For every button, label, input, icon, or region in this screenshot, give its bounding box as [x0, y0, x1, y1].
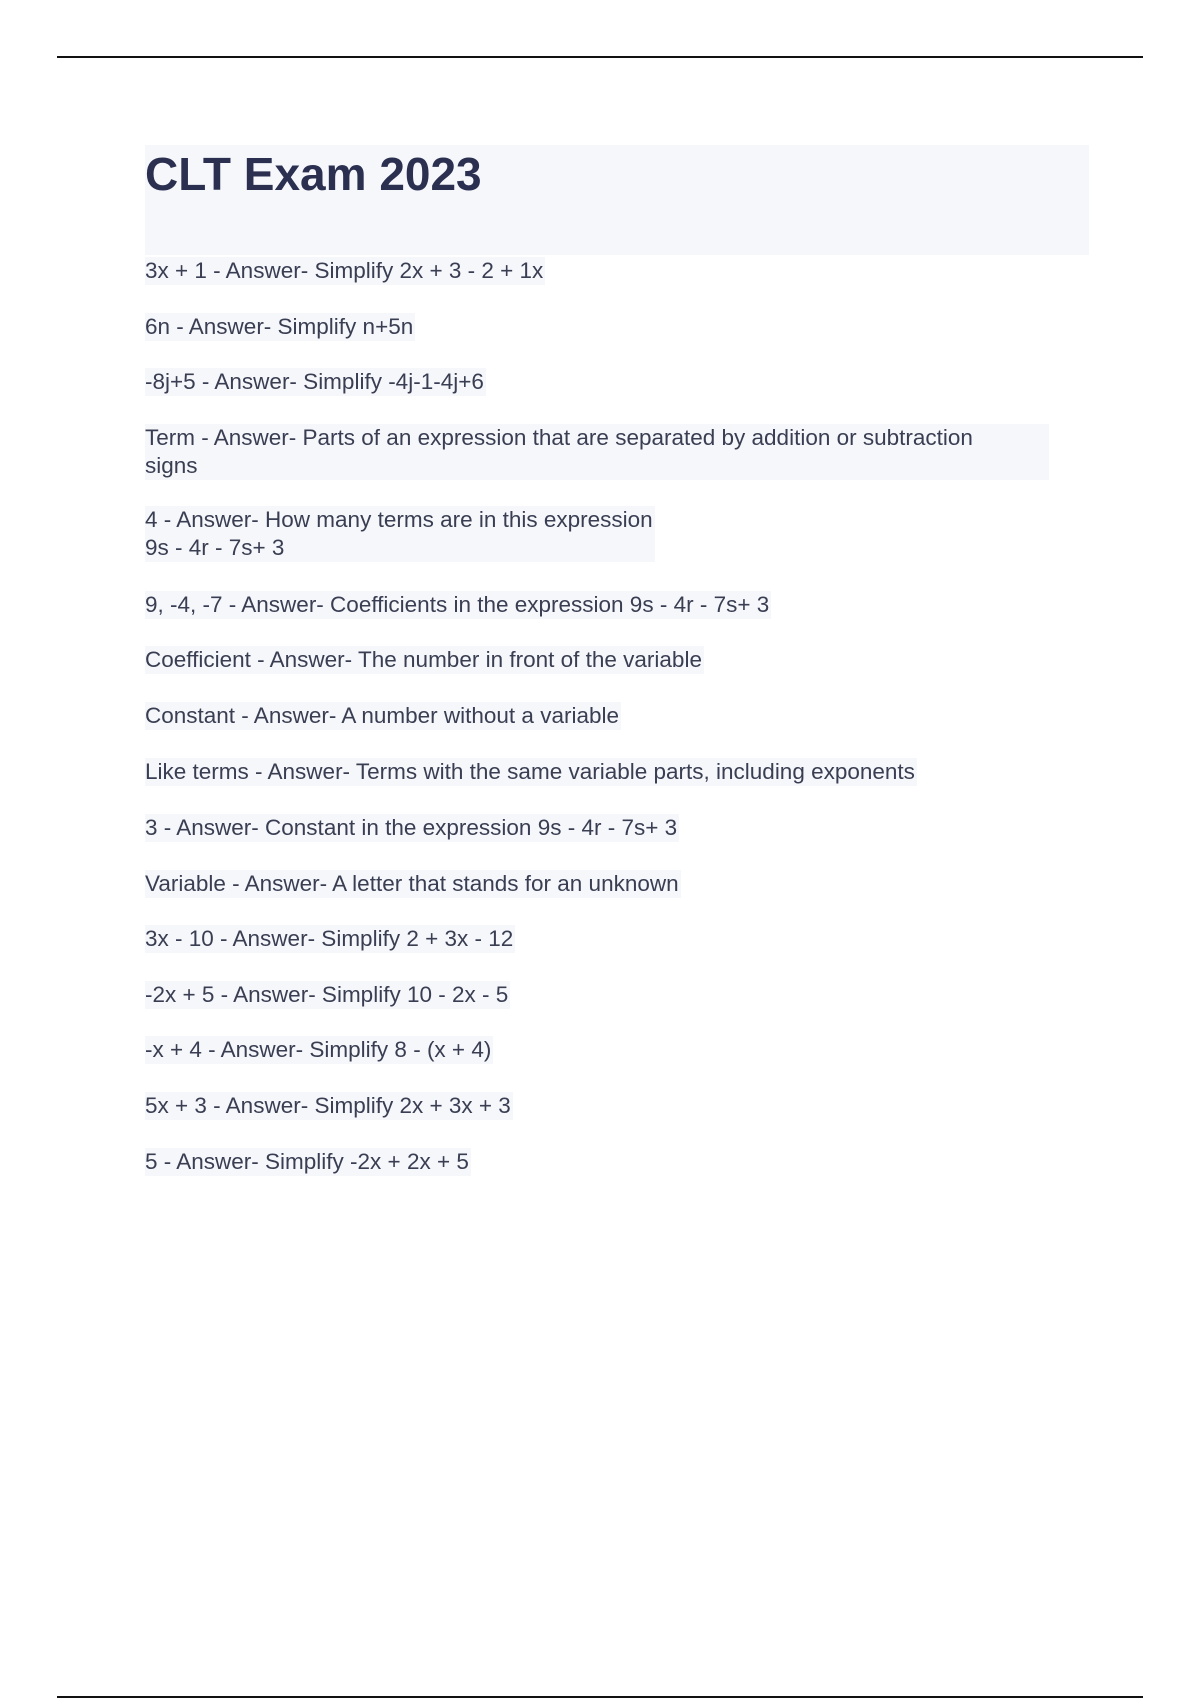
- qa-item: 3x + 1 - Answer- Simplify 2x + 3 - 2 + 1x: [145, 258, 544, 283]
- title-block: [145, 145, 1089, 255]
- qa-item: Variable - Answer- A letter that stands for an unknown: [145, 871, 679, 896]
- qa-item: Term - Answer- Parts of an expression that are separated by addition or subtraction signs: [145, 424, 1049, 480]
- qa-item: 5x + 3 - Answer- Simplify 2x + 3x + 3: [145, 1093, 511, 1118]
- qa-item: Coefficient - Answer- The number in front of the variable: [145, 647, 702, 672]
- qa-item: 4 - Answer- How many terms are in this expression 9s - 4r - 7s+ 3: [145, 507, 653, 560]
- qa-item: 5 - Answer- Simplify -2x + 2x + 5: [145, 1149, 469, 1174]
- top-rule: [57, 56, 1143, 58]
- qa-item: 3 - Answer- Constant in the expression 9s - 4r - 7s+ 3: [145, 815, 678, 840]
- qa-item: -2x + 5 - Answer- Simplify 10 - 2x - 5: [145, 982, 509, 1007]
- qa-item: -x + 4 - Answer- Simplify 8 - (x + 4): [145, 1037, 492, 1062]
- qa-item: 3x - 10 - Answer- Simplify 2 + 3x - 12: [145, 926, 514, 951]
- qa-item: Constant - Answer- A number without a variable: [145, 703, 619, 728]
- document-title: CLT Exam 2023: [145, 148, 482, 200]
- qa-item: Like terms - Answer- Terms with the same variable parts, including exponents: [145, 759, 915, 784]
- bottom-rule: [57, 1696, 1143, 1698]
- qa-item: 9, -4, -7 - Answer- Coefficients in the expression 9s - 4r - 7s+ 3: [145, 592, 770, 617]
- qa-item: 6n - Answer- Simplify n+5n: [145, 314, 414, 339]
- qa-item: -8j+5 - Answer- Simplify -4j-1-4j+6: [145, 369, 484, 394]
